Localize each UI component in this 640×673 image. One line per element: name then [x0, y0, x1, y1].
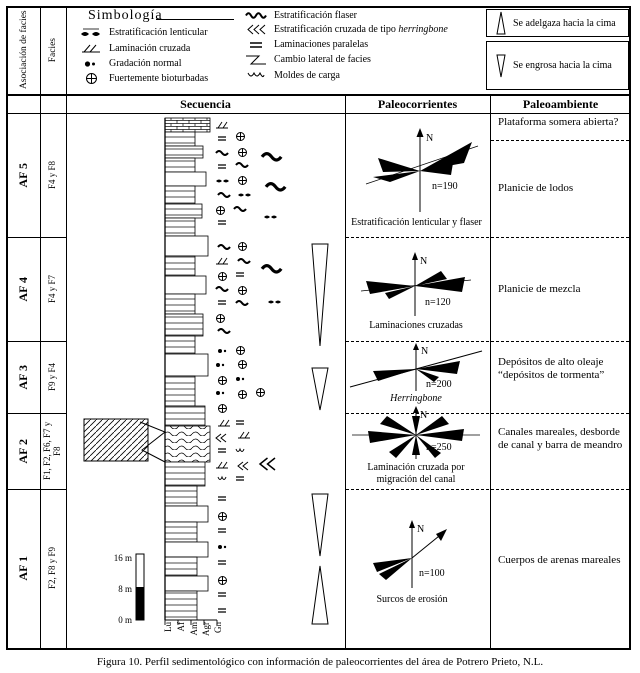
- rose-label: Laminación cruzada por migración del canal: [367, 462, 465, 485]
- row-separator-dashed: [346, 489, 629, 490]
- rose-diagram-af1: [352, 518, 472, 593]
- facies-label-af2: F1, F2, F6, F7 y F8: [42, 421, 62, 481]
- header-paleoenvironment: Paleoambiente: [522, 97, 599, 111]
- note-label: Se adelgaza hacia la cima: [513, 17, 616, 29]
- legend-item-label: Moldes de carga: [274, 70, 340, 81]
- rose-label: Laminaciones cruzadas: [369, 320, 463, 331]
- environment-tidal-channels: Canales mareales, desborde de canal y barra de meandro: [498, 426, 623, 451]
- north-arrow-icon: [413, 406, 419, 413]
- env-separator-dashed: [491, 140, 629, 141]
- thinning-upward-triangle-icon: [496, 11, 506, 35]
- legend-item: [78, 42, 190, 55]
- af-label-af4: AF 4: [16, 276, 31, 302]
- thickening-upward-triangle: [312, 244, 328, 346]
- sample-count: n=100: [419, 568, 445, 579]
- scale-0m: 0 m: [118, 615, 132, 625]
- thickening-upward-triangle-icon: [496, 54, 506, 78]
- north-label: N: [420, 410, 428, 421]
- rose-diagram-af2: [346, 406, 486, 462]
- grain-size-label: Gn: [212, 622, 223, 633]
- facies-label-af3: F9 y F4: [47, 362, 58, 391]
- note-thinning-upward: [486, 9, 629, 37]
- north-arrow-icon: [412, 252, 418, 260]
- north-arrow-icon: [409, 520, 415, 528]
- rose-diagram-af5: [350, 126, 485, 218]
- lateral-facies-change-icon: [243, 54, 269, 66]
- legend-item-label: Fuertemente bioturbadas: [109, 73, 209, 84]
- legend-item-label: Estratificación lenticular: [109, 27, 208, 38]
- lithology-column: [165, 118, 217, 625]
- north-label: N: [426, 133, 434, 144]
- af-label-af3: AF 3: [16, 364, 31, 390]
- north-arrow-icon: [417, 128, 424, 137]
- legend-item: [243, 53, 371, 66]
- grain-size-label: Af: [175, 622, 186, 632]
- environment-mud-flat: Planicie de lodos: [498, 182, 574, 194]
- figure-caption: Figura 10. Perfil sedimentológico con información de paleocorrientes del área de Potrero Prieto, N.L.: [96, 656, 544, 668]
- legend-item-label: [274, 24, 448, 35]
- scale-bar: [114, 553, 144, 625]
- legend-bottom-line: [8, 94, 629, 96]
- af-label-af2: AF 2: [16, 438, 31, 464]
- load-casts-icon: [243, 71, 269, 80]
- facies-label-af4: F4 y F7: [47, 274, 58, 303]
- legend-item: [78, 72, 208, 85]
- legend-item: [78, 57, 181, 70]
- facies-label-af1: F2, F8 y F9: [47, 547, 58, 590]
- sequence-symbols: [216, 122, 285, 612]
- legend-item: [243, 23, 448, 36]
- legend-item-label: Cambio lateral de facies: [274, 54, 371, 65]
- bioturbation-icon: [78, 72, 104, 85]
- parallel-laminations-icon: [243, 41, 269, 49]
- facies-label-af5: F4 y F8: [47, 161, 58, 190]
- sample-count: n=120: [425, 297, 451, 308]
- rose-diagram-af3: [346, 342, 486, 394]
- legend-title-rule: [156, 19, 234, 20]
- af-label-af5: AF 5: [16, 163, 31, 188]
- rose-label: Surcos de erosión: [376, 594, 448, 605]
- legend-item-label: Estratificación flaser: [274, 10, 358, 21]
- grain-size-label: Am: [188, 622, 199, 636]
- note-thickening-upward: [486, 41, 629, 90]
- sample-count: n=250: [426, 442, 452, 453]
- thinning-upward-triangle: [312, 566, 328, 624]
- divider-paleocurrents: [490, 94, 491, 648]
- legend-item-label-text: Estratificación cruzada de tipo: [274, 24, 396, 35]
- rose-diagram-af4: [353, 250, 478, 320]
- environment-open-shallow-platform: Plataforma somera abierta?: [498, 116, 619, 128]
- af-label-af1: AF 1: [16, 556, 31, 581]
- scale-8m: 8 m: [118, 584, 132, 594]
- row-separator-dashed: [346, 237, 629, 238]
- legend-item: [243, 9, 357, 22]
- legend-item-label: Laminación cruzada: [109, 43, 191, 54]
- lenticular-bedding-icon: [78, 27, 104, 38]
- legend-item: [243, 69, 340, 82]
- flaser-bedding-icon: [243, 11, 269, 20]
- cross-lamination-icon: [78, 44, 104, 53]
- rose-label: Herringbone: [390, 393, 442, 404]
- facies-assoc-column-header: Asociación de facies: [18, 10, 29, 90]
- environment-mixed-flat: Planicie de mezcla: [498, 283, 581, 295]
- grain-size-label: Agr: [200, 622, 211, 636]
- facies-column-header: Facies: [47, 37, 58, 63]
- herringbone-icon: [243, 24, 269, 35]
- channel-hatched-body: [84, 419, 165, 462]
- rose-label: Estratificación lenticular y flaser: [351, 217, 482, 228]
- legend-title: Simbología: [88, 8, 163, 23]
- scale-16m: 16 m: [113, 553, 132, 563]
- normal-gradation-icon: [78, 60, 104, 68]
- note-label: Se engrosa hacia la cima: [513, 60, 612, 71]
- north-label: N: [417, 524, 425, 535]
- legend-item-label: Laminaciones paralelas: [274, 39, 369, 50]
- legend-item-label-italic: herringbone: [398, 24, 448, 35]
- environment-storm-deposits: Depósitos de alto oleaje “depósitos de tormenta”: [498, 356, 605, 381]
- environment-tidal-sand-bodies: Cuerpos de arenas mareales: [498, 554, 621, 566]
- north-label: N: [421, 346, 429, 357]
- thickening-upward-triangle: [312, 494, 328, 556]
- sample-count: n=200: [426, 379, 452, 390]
- bed-trend-triangles: [312, 244, 328, 624]
- header-sequence: Secuencia: [180, 97, 231, 111]
- thickening-upward-triangle: [312, 368, 328, 410]
- legend-item-label: Gradación normal: [109, 58, 182, 69]
- sequence-column: [66, 114, 345, 650]
- legend-item: [78, 26, 208, 39]
- sample-count: n=190: [432, 181, 458, 192]
- header-paleocurrents: Paleocorrientes: [377, 97, 458, 111]
- grain-size-label: Lu: [162, 622, 173, 632]
- north-arrow-icon: [413, 343, 419, 350]
- legend-item: [243, 38, 368, 51]
- north-label: N: [420, 256, 428, 267]
